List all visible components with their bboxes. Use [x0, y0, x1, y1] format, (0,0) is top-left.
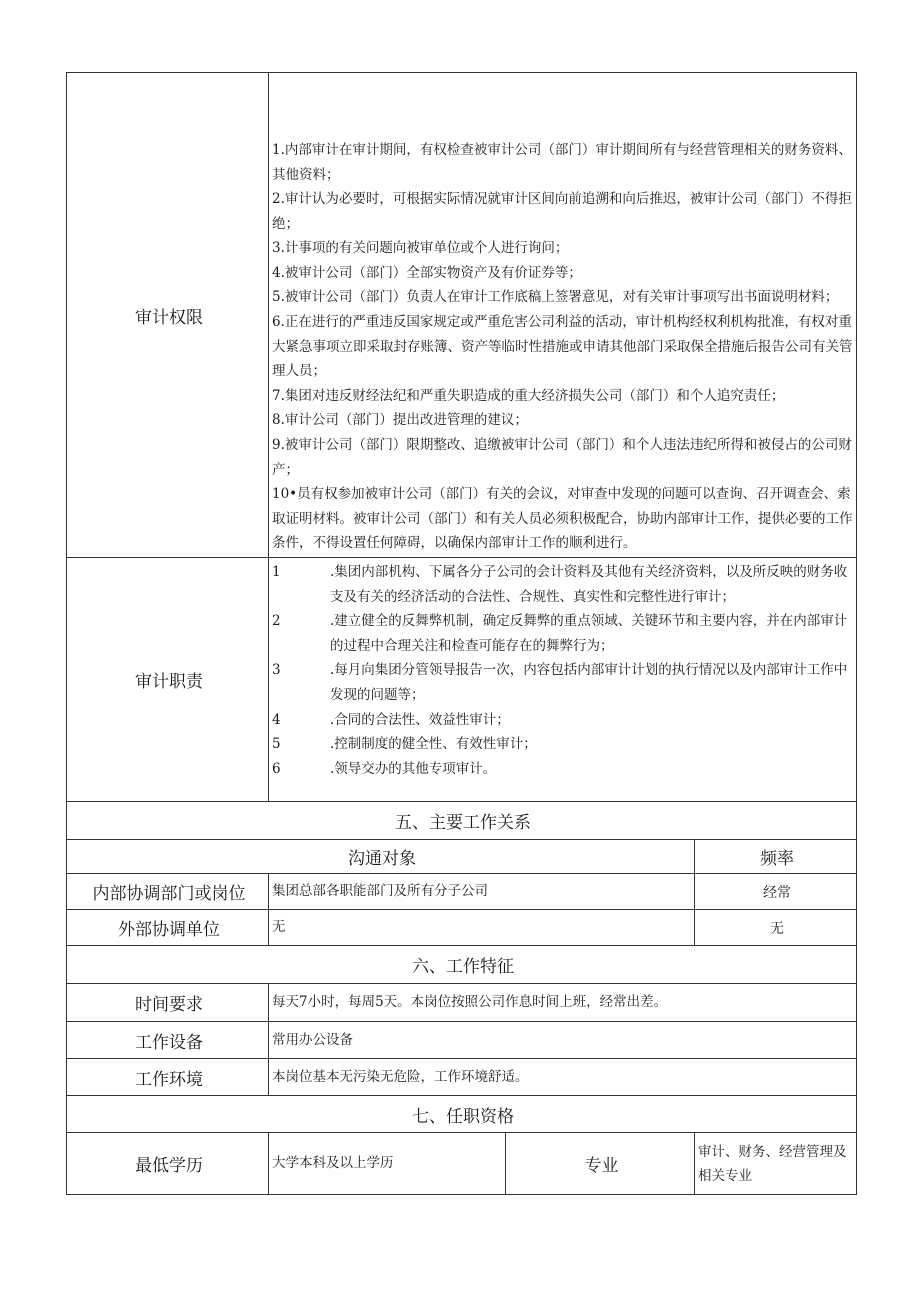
item-text: .领导交办的其他专项审计。: [330, 760, 497, 777]
list-item: [272, 757, 856, 782]
table-row: [67, 984, 857, 1022]
list-item: 10•员有权参加被审计公司（部门）有关的会议，对审查中发现的问题可以查询、召开调查会、索取证明材料。被审计公司（部门）和有关人员必须积极配合，协助内部审计工作，提供必要的工作条件，不得设置任何障碍，以确保内部审计工作的顺利进行。: [272, 486, 853, 552]
audit-duties-row: [67, 558, 857, 802]
section5-title-row: [67, 802, 857, 840]
audit-authority-label: 审计权限: [67, 73, 269, 558]
external-coordination-frequency: 无: [695, 910, 857, 946]
work-environment-value: 本岗位基本无污染无危险，工作环境舒适。: [269, 1059, 857, 1096]
table-row: [67, 874, 857, 910]
audit-duties-label: 审计职责: [67, 558, 269, 802]
col-header-target: 沟通对象: [67, 840, 695, 874]
item-number: 6: [272, 760, 281, 777]
min-education-value: 大学本科及以上学历: [269, 1133, 506, 1195]
job-description-table: [66, 72, 857, 1195]
item-text: .建立健全的反舞弊机制，确定反舞弊的重点领域、关键环节和主要内容，并在内部审计的过程中合理关注和检查可能存在的舞弊行为；: [330, 613, 848, 654]
audit-authority-list: [272, 138, 856, 556]
section6-title-row: [67, 946, 857, 984]
section5-title: 五、主要工作关系: [67, 802, 857, 840]
internal-coordination-frequency: 经常: [695, 874, 857, 910]
item-text: .控制制度的健全性、有效性审计；: [330, 736, 537, 753]
work-environment-label: 工作环境: [67, 1059, 269, 1096]
item-text: .每月向集团分管领导报告一次，内容包括内部审计计划的执行情况以及内部审计工作中发现的问题等；: [330, 662, 848, 703]
list-item: [272, 658, 856, 707]
list-item: 2.审计认为必要时，可根据实际情况就审计区间向前追溯和向后推迟，被审计公司（部门）不得拒绝；: [272, 191, 852, 232]
work-equipment-label: 工作设备: [67, 1022, 269, 1059]
list-item: [272, 609, 856, 658]
list-item: [272, 732, 856, 757]
section7-title: 七、任职资格: [67, 1096, 857, 1133]
item-number: 4: [272, 711, 281, 728]
min-education-label: 最低学历: [67, 1133, 269, 1195]
audit-authority-content: [269, 73, 857, 558]
audit-duties-content: [269, 558, 857, 802]
item-number: 3: [272, 662, 281, 679]
item-number: 1: [272, 564, 281, 580]
list-item: 3.计事项的有关问题向被审单位或个人进行询问；: [272, 240, 569, 257]
list-item: 8.审计公司（部门）提出改进管理的建议；: [272, 412, 528, 429]
internal-coordination-label: 内部协调部门或岗位: [67, 874, 269, 910]
item-number: 2: [272, 613, 281, 630]
col-header-frequency: 频率: [695, 840, 857, 874]
major-label: 专业: [506, 1133, 695, 1195]
list-item: 1.内部审计在审计期间，有权检查被审计公司（部门）审计期间所有与经营管理相关的财务资料、其他资料；: [272, 141, 852, 183]
list-item: 6.正在进行的严重违反国家规定或严重危害公司利益的活动，审计机构经权利机构批准，有权对重大紧急事项立即采取封存账簿、资产等临时性措施或申请其他部门采取保全措施后报告公司有关管理人员；: [272, 314, 853, 380]
external-coordination-value: 无: [269, 910, 695, 946]
time-requirement-value: 每天7小时，每周5天。本岗位按照公司作息时间上班，经常出差。: [269, 984, 857, 1022]
list-item: 7.集团对违反财经法纪和严重失职造成的重大经济损失公司（部门）和个人追究责任；: [272, 387, 785, 404]
section5-header-row: [67, 840, 857, 874]
work-equipment-value: 常用办公设备: [269, 1022, 857, 1059]
section7-title-row: [67, 1096, 857, 1133]
table-row: [67, 1059, 857, 1096]
internal-coordination-value: 集团总部各职能部门及所有分子公司: [269, 874, 695, 910]
table-row: [67, 910, 857, 946]
time-requirement-label: 时间要求: [67, 984, 269, 1022]
section6-title: 六、工作特征: [67, 946, 857, 984]
list-item: 4.被审计公司（部门）全部实物资产及有价证券等；: [272, 264, 582, 281]
table-row: [67, 1022, 857, 1059]
item-text: .合同的合法性、效益性审计；: [330, 711, 510, 728]
list-item: [272, 708, 856, 733]
external-coordination-label: 外部协调单位: [67, 910, 269, 946]
item-number: 5: [272, 736, 281, 753]
item-text: .集团内部机构、下属各分子公司的会计资料及其他有关经济资料，以及所反映的财务收支及有关的经济活动的合法性、合规性、真实性和完整性进行审计；: [330, 564, 848, 605]
list-item: [272, 560, 856, 609]
list-item: 9.被审计公司（部门）限期整改、追缴被审计公司（部门）和个人违法违纪所得和被侵占的公司财产；: [272, 437, 852, 478]
major-value: 审计、财务、经营管理及相关专业: [695, 1133, 857, 1195]
table-row: [67, 1133, 857, 1195]
list-item: 5.被审计公司（部门）负责人在审计工作底稿上签署意见，对有关审计事项写出书面说明材料；: [272, 289, 839, 306]
audit-authority-row: [67, 73, 857, 558]
